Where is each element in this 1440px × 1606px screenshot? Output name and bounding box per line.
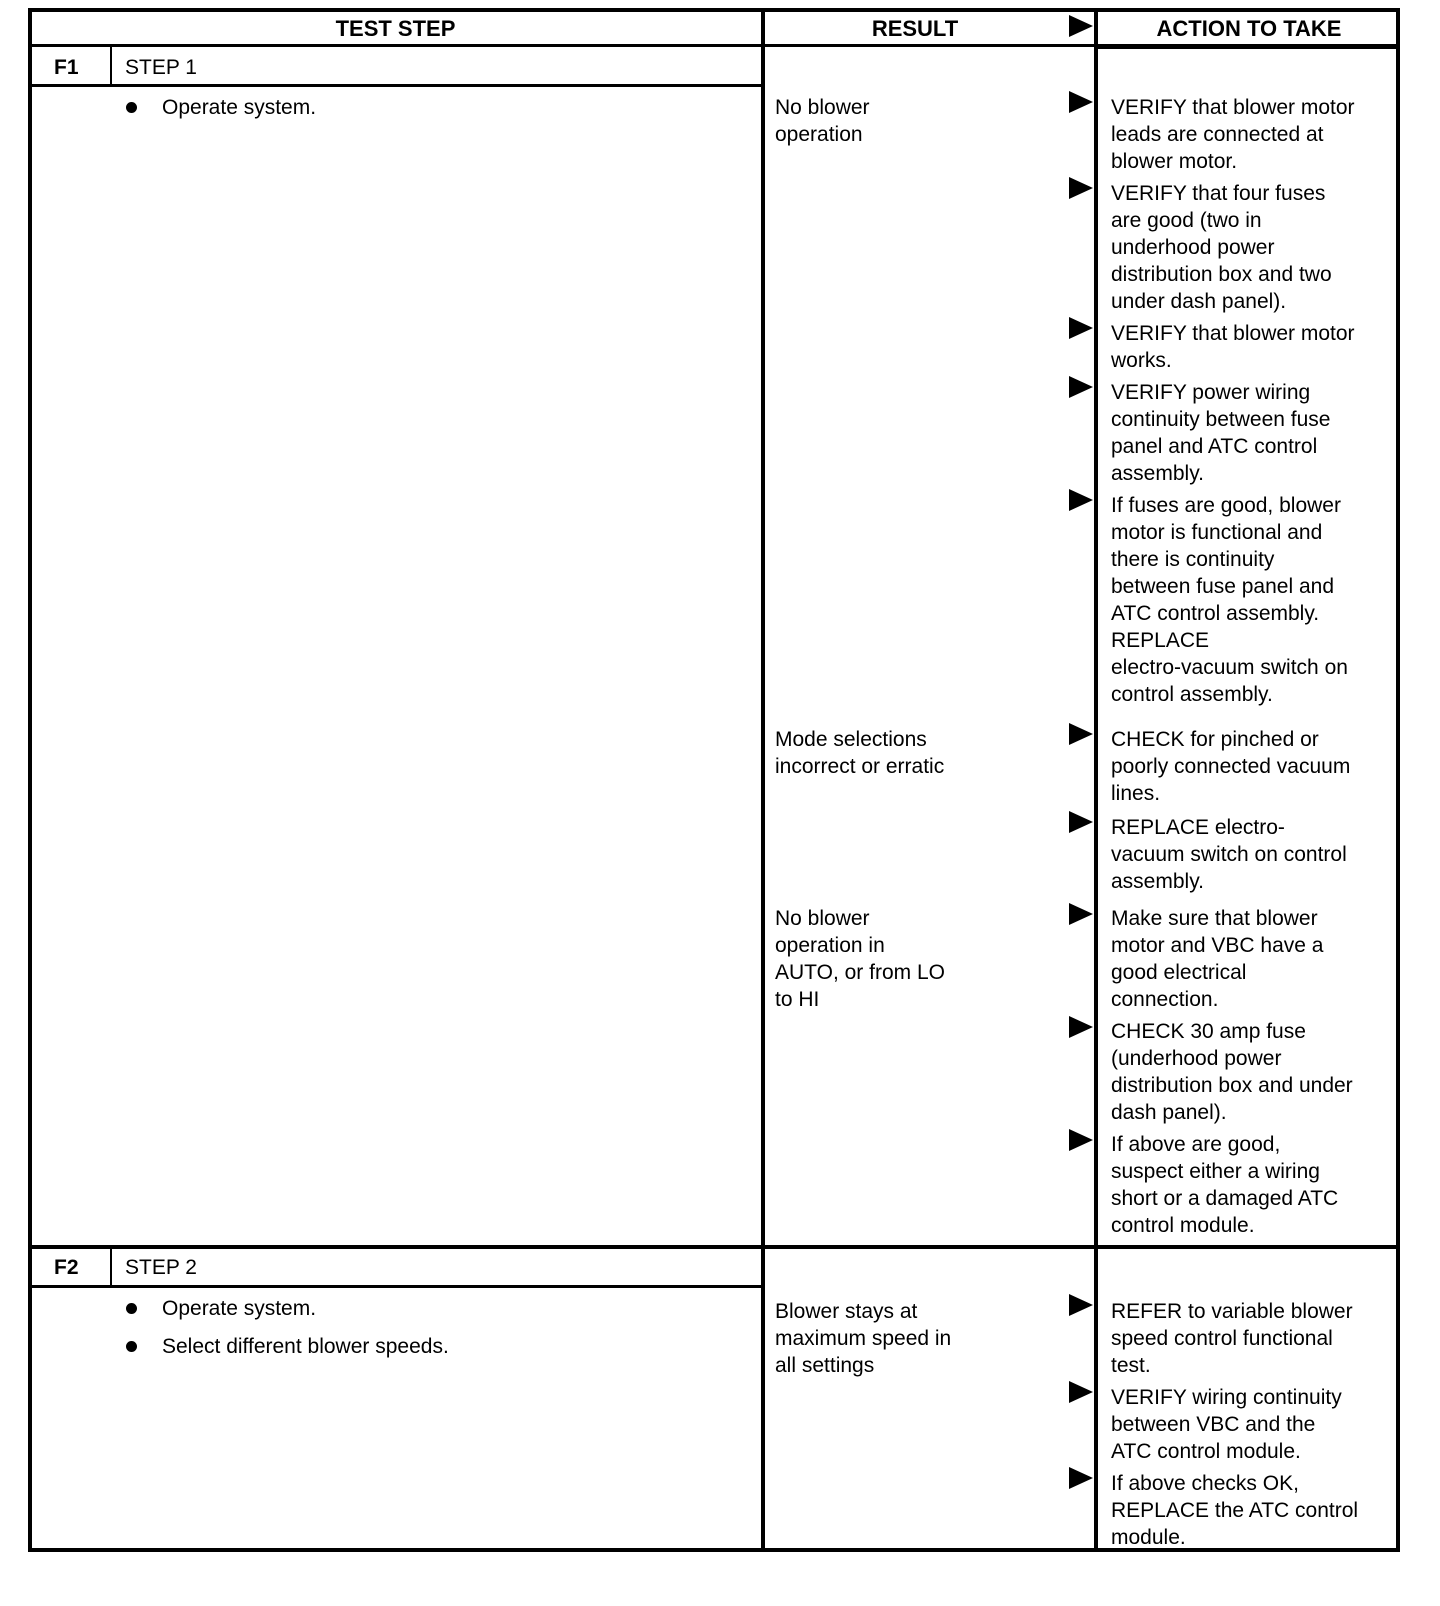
result-line: Blower stays at xyxy=(775,1300,918,1323)
action-line: motor is functional and xyxy=(1111,521,1323,544)
action-line: (underhood power xyxy=(1111,1047,1282,1070)
step2-title-rule xyxy=(28,1285,763,1288)
action-line: ATC control module. xyxy=(1111,1440,1301,1463)
step-title-f1: STEP 1 xyxy=(125,56,197,79)
action-line: poorly connected vacuum xyxy=(1111,755,1351,778)
action-line: REPLACE the ATC control xyxy=(1111,1499,1359,1522)
action-line: If above are good, xyxy=(1111,1133,1281,1156)
action-line: control assembly. xyxy=(1111,683,1273,706)
arrow-icon xyxy=(1069,1294,1093,1316)
action-line: VERIFY that four fuses xyxy=(1111,182,1326,205)
action-line: short or a damaged ATC xyxy=(1111,1187,1339,1210)
result-line: maximum speed in xyxy=(775,1327,952,1350)
divider-test-result xyxy=(761,8,765,1552)
arrow-icon xyxy=(1069,723,1093,745)
action-line: ATC control assembly. xyxy=(1111,602,1320,625)
action-line: leads are connected at xyxy=(1111,123,1324,146)
action-line: vacuum switch on control xyxy=(1111,843,1347,866)
action-line: Make sure that blower xyxy=(1111,907,1318,930)
step2-bullet-2: Select different blower speeds. xyxy=(162,1335,449,1358)
action-line: blower motor. xyxy=(1111,150,1238,173)
arrow-icon xyxy=(1069,317,1093,339)
action-line: VERIFY power wiring xyxy=(1111,381,1311,404)
action-line: lines. xyxy=(1111,782,1161,805)
action-line: suspect either a wiring xyxy=(1111,1160,1320,1183)
header-test-step: TEST STEP xyxy=(335,16,456,41)
action-line: distribution box and two xyxy=(1111,263,1332,286)
arrow-icon xyxy=(1069,91,1093,113)
action-line: connection. xyxy=(1111,988,1219,1011)
divider-result-action xyxy=(1094,8,1098,1552)
action-line: VERIFY wiring continuity xyxy=(1111,1386,1342,1409)
action-line: dash panel). xyxy=(1111,1101,1227,1124)
action-line: control module. xyxy=(1111,1214,1255,1237)
result-line: No blower xyxy=(775,96,870,119)
action-line: good electrical xyxy=(1111,961,1247,984)
action-line: between fuse panel and xyxy=(1111,575,1335,598)
action-line: test. xyxy=(1111,1354,1151,1377)
arrow-icon xyxy=(1069,1381,1093,1403)
result-line: operation in xyxy=(775,934,885,957)
step-id-f1: F1 xyxy=(54,56,79,79)
action-line: REPLACE electro- xyxy=(1111,816,1285,839)
action-line: between VBC and the xyxy=(1111,1413,1316,1436)
step1-bullet-1: Operate system. xyxy=(162,96,317,119)
result-line: incorrect or erratic xyxy=(775,755,945,778)
action-line: assembly. xyxy=(1111,870,1204,893)
result-line: Mode selections xyxy=(775,728,927,751)
header-result: RESULT xyxy=(871,16,959,41)
bullet-icon xyxy=(126,102,137,113)
arrow-icon xyxy=(1069,177,1093,199)
action-line: REFER to variable blower xyxy=(1111,1300,1353,1323)
action-line: there is continuity xyxy=(1111,548,1275,571)
arrow-icon xyxy=(1069,811,1093,833)
result-line: to HI xyxy=(775,988,820,1011)
action-line: motor and VBC have a xyxy=(1111,934,1324,957)
result-line: AUTO, or from LO xyxy=(775,961,945,984)
action-line: panel and ATC control xyxy=(1111,435,1318,458)
arrow-icon xyxy=(1069,489,1093,511)
action-line: are good (two in xyxy=(1111,209,1262,232)
arrow-icon xyxy=(1069,1467,1093,1489)
result-line: operation xyxy=(775,123,863,146)
action-line: underhood power xyxy=(1111,236,1275,259)
action-line: CHECK 30 amp fuse xyxy=(1111,1020,1306,1043)
step-id-f2: F2 xyxy=(54,1256,79,1279)
arrow-icon xyxy=(1069,376,1093,398)
header-rule-action xyxy=(1094,44,1400,49)
result-line: all settings xyxy=(775,1354,875,1377)
action-line: REPLACE xyxy=(1111,629,1210,652)
action-line: module. xyxy=(1111,1526,1186,1549)
action-line: speed control functional xyxy=(1111,1327,1333,1350)
action-line: CHECK for pinched or xyxy=(1111,728,1319,751)
step-title-f2: STEP 2 xyxy=(125,1256,197,1279)
divider-step-id-f1 xyxy=(110,46,112,86)
action-line: under dash panel). xyxy=(1111,290,1287,313)
step-separator xyxy=(28,1245,1400,1249)
bullet-icon xyxy=(126,1341,137,1352)
step2-bullet-1: Operate system. xyxy=(162,1297,317,1320)
header-action: ACTION TO TAKE xyxy=(1156,16,1342,41)
result-line: No blower xyxy=(775,907,870,930)
step1-title-rule xyxy=(28,84,763,87)
action-line: works. xyxy=(1111,349,1172,372)
action-line: distribution box and under xyxy=(1111,1074,1353,1097)
divider-step-id-f2 xyxy=(110,1247,112,1287)
action-line: VERIFY that blower motor xyxy=(1111,96,1355,119)
arrow-icon xyxy=(1069,903,1093,925)
action-line: assembly. xyxy=(1111,462,1204,485)
header-arrow-icon xyxy=(1069,15,1093,37)
action-line: continuity between fuse xyxy=(1111,408,1331,431)
action-line: VERIFY that blower motor xyxy=(1111,322,1355,345)
action-line: electro-vacuum switch on xyxy=(1111,656,1348,679)
action-line: If fuses are good, blower xyxy=(1111,494,1341,517)
arrow-icon xyxy=(1069,1129,1093,1151)
arrow-icon xyxy=(1069,1016,1093,1038)
bullet-icon xyxy=(126,1303,137,1314)
action-line: If above checks OK, xyxy=(1111,1472,1299,1495)
